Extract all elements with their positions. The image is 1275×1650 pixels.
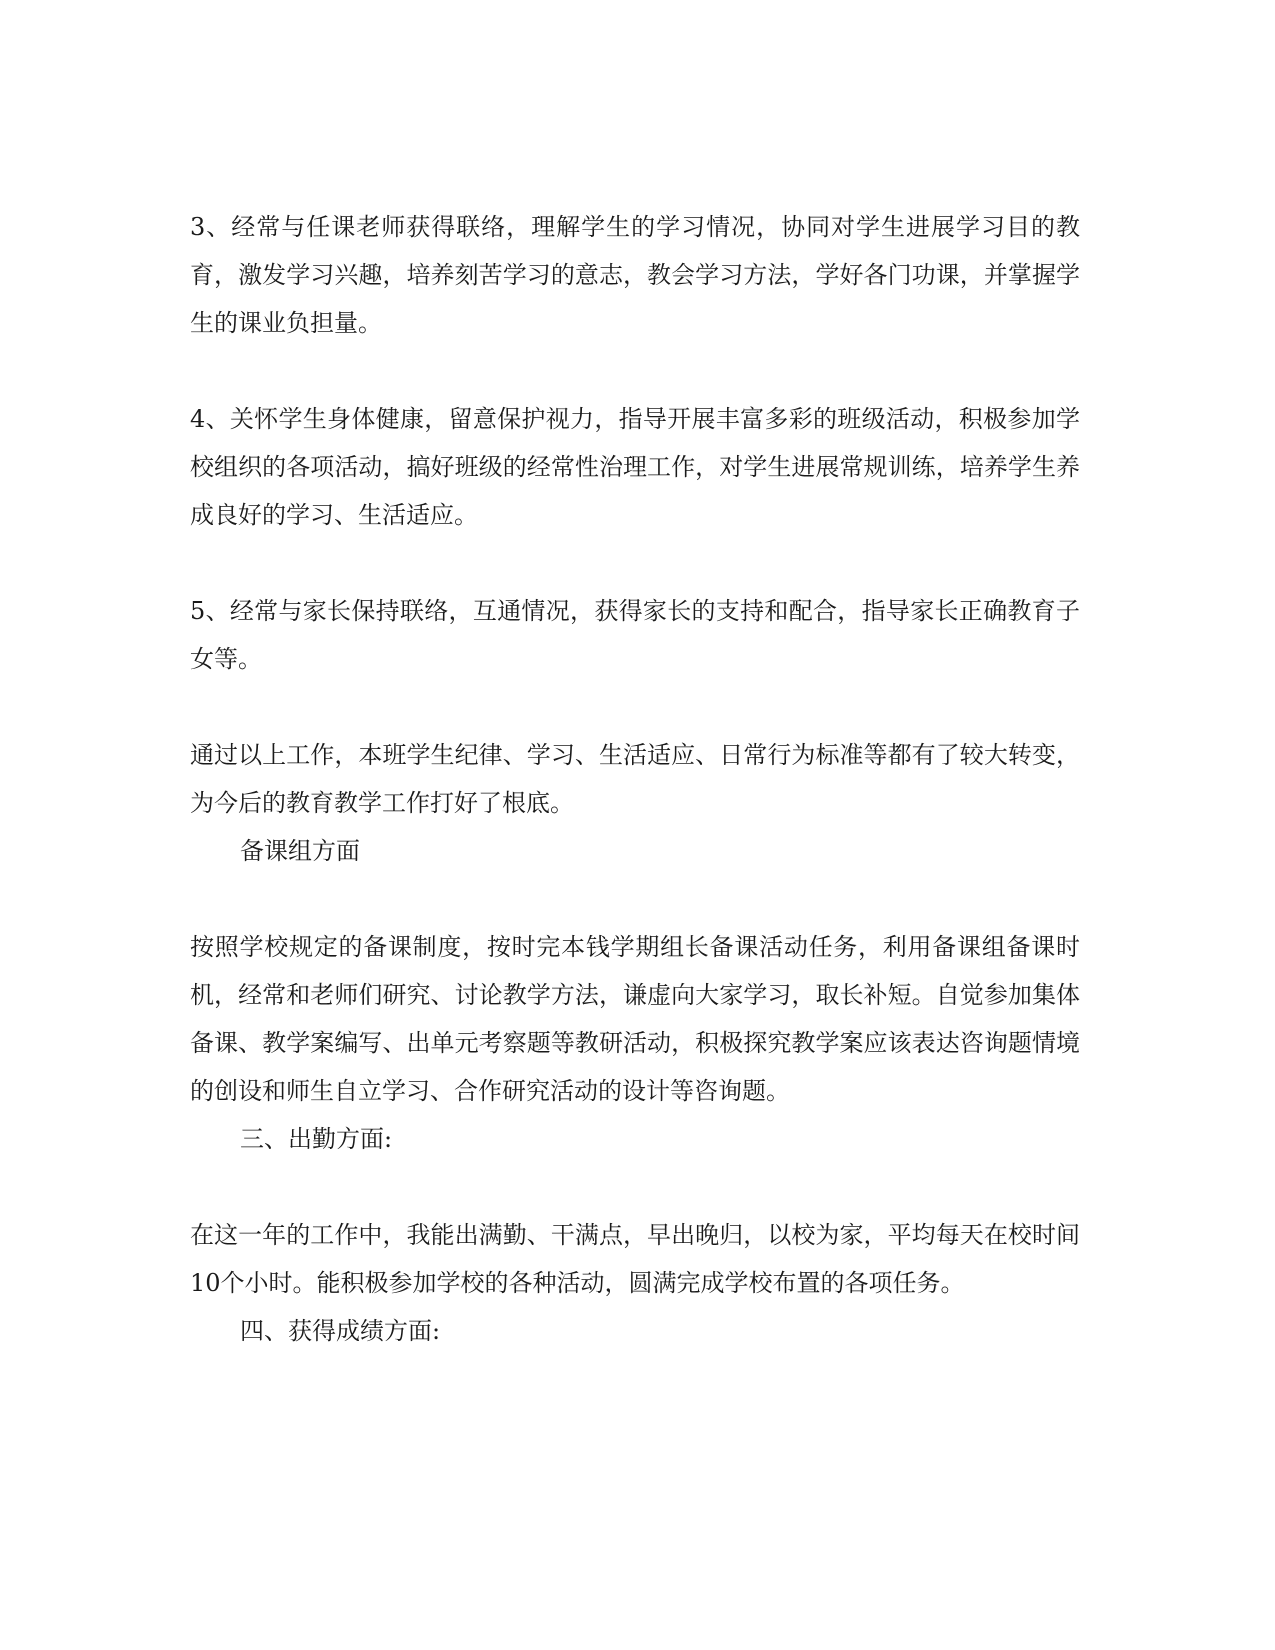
paragraph-item-4: 4、关怀学生身体健康，留意保护视力，指导开展丰富多彩的班级活动，积极参加学校组织的各项活动，搞好班级的经常性治理工作，对学生进展常规训练，培养学生养成良好的学习、生活适应。 xyxy=(190,405,1080,529)
paragraph-item-3: 3、经常与任课老师获得联络，理解学生的学习情况，协同对学生进展学习目的教育，激发学习兴趣，培养刻苦学习的意志，教会学习方法，学好各门功课，并掌握学生的课业负担量。 xyxy=(190,213,1080,337)
paragraph-item-5: 5、经常与家长保持联络，互通情况，获得家长的支持和配合，指导家长正确教育子女等。 xyxy=(190,597,1080,673)
section-heading-attendance: 三、出勤方面: xyxy=(240,1125,393,1153)
section-heading-achievements: 四、获得成绩方面: xyxy=(240,1317,441,1345)
paragraph-attendance: 在这一年的工作中，我能出满勤、干满点，早出晚归，以校为家，平均每天在校时间10个小时。能积极参加学校的各种活动，圆满完成学校布置的各项任务。 xyxy=(190,1221,1080,1297)
paragraph-summary: 通过以上工作，本班学生纪律、学习、生活适应、日常行为标准等都有了较大转变，为今后的教育教学工作打好了根底。 xyxy=(190,741,1080,817)
paragraph-lesson-prep: 按照学校规定的备课制度，按时完本钱学期组长备课活动任务，利用备课组备课时机，经常和老师们研究、讨论教学方法，谦虚向大家学习，取长补短。自觉参加集体备课、教学案编写、出单元考察题等教研活动，积极探究教学案应该表达咨询题情境的创设和师生自立学习、合作研究活动的设计等咨询题。 xyxy=(190,933,1080,1105)
section-heading-lesson-prep: 备课组方面 xyxy=(240,837,360,865)
document-body xyxy=(190,203,1080,1403)
